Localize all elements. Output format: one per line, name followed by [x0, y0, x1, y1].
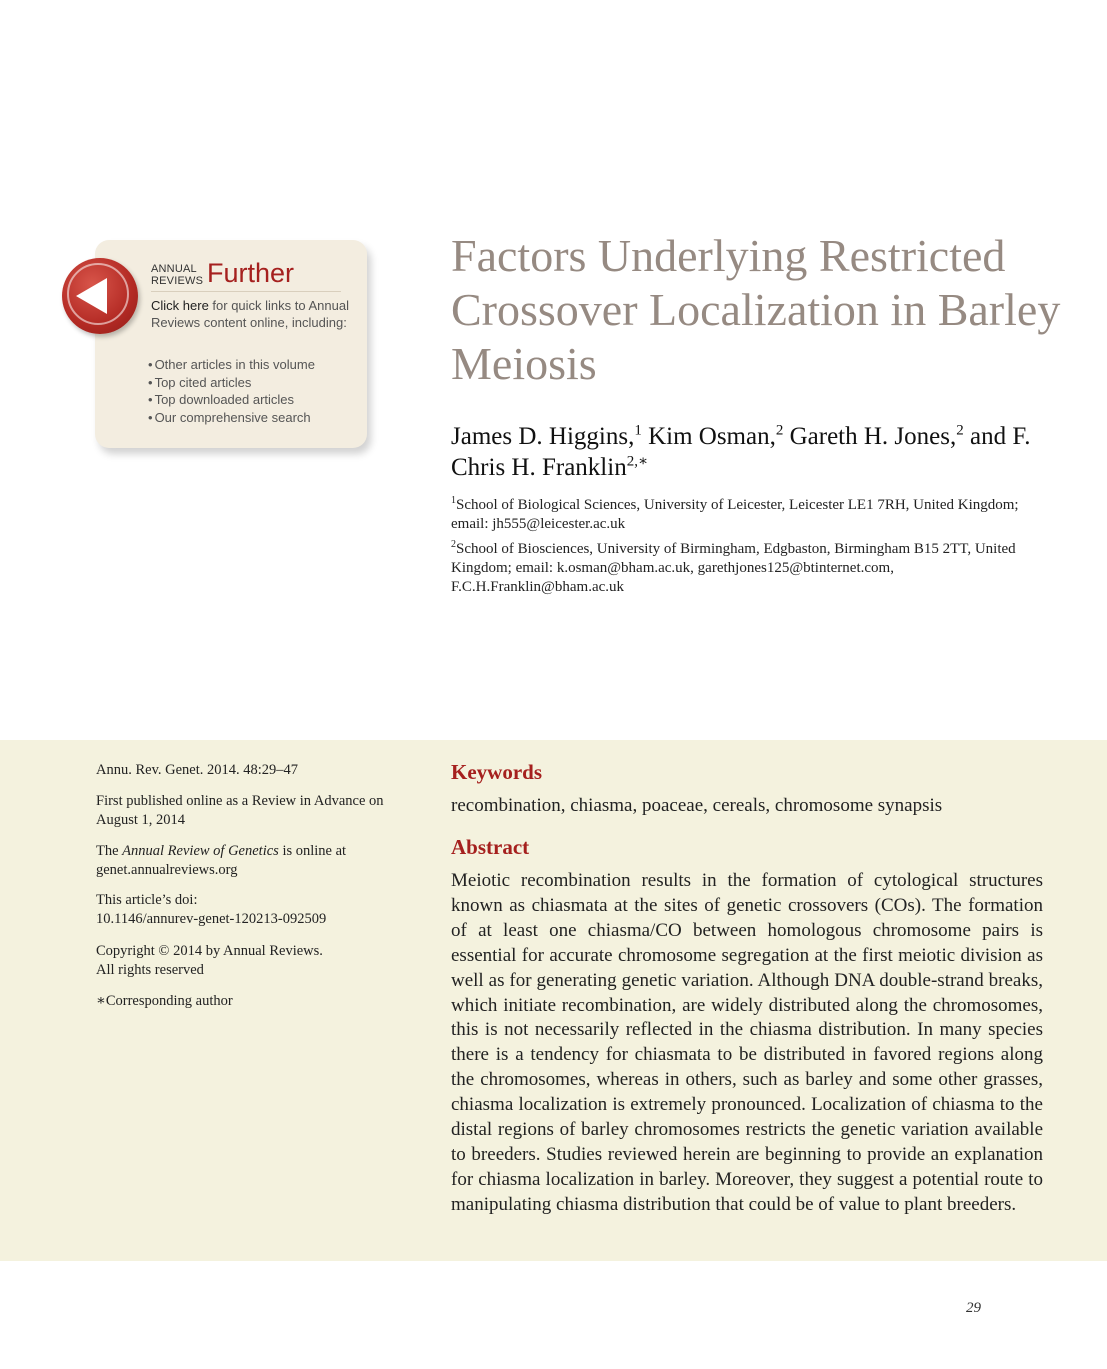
author-name: Kim Osman,	[641, 423, 776, 450]
further-link[interactable]: • Top cited articles	[148, 374, 315, 392]
abstract-heading: Abstract	[451, 835, 530, 859]
copyright: Copyright © 2014 by Annual Reviews.	[96, 943, 323, 959]
doi-value[interactable]: 10.1146/annurev-genet-120213-092509	[96, 910, 327, 927]
further-link[interactable]: • Top downloaded articles	[148, 391, 315, 409]
citation: Annu. Rev. Genet. 2014. 48:29–47	[96, 762, 299, 778]
keywords-heading: Keywords	[451, 760, 542, 784]
first-published: First published online as a Review in Advance on August 1, 2014	[96, 793, 384, 828]
doi-label: This article’s doi:	[96, 892, 198, 908]
author-affiliation-mark: 2,∗	[626, 453, 649, 470]
journal-name: Annual Review of Genetics	[122, 843, 279, 859]
further-title: Further	[207, 258, 295, 288]
reviews-label: REVIEWS	[151, 275, 204, 287]
author-affiliation-mark: 2	[775, 422, 784, 439]
affiliation	[451, 496, 1051, 534]
rights: All rights reserved	[96, 961, 204, 978]
affiliation-mark: 2	[451, 539, 456, 550]
author-affiliation-mark: 2	[956, 422, 964, 439]
author-affiliation-mark: 1	[634, 422, 642, 439]
author-list	[451, 421, 1071, 483]
annual-label: ANNUAL	[151, 263, 197, 275]
author-name: Gareth H. Jones,	[783, 423, 957, 450]
online-prefix: The	[96, 843, 123, 859]
further-intro	[151, 297, 351, 331]
page-number: 29	[966, 1300, 981, 1316]
copyright-info	[96, 942, 416, 979]
click-here-link[interactable]: Click here	[151, 298, 209, 313]
further-links	[148, 356, 315, 426]
author-name: James D. Higgins,	[451, 423, 635, 450]
further-header	[151, 258, 341, 292]
affiliation-text: School of Biological Sciences, University of Leicester, Leicester LE1 7RH, United Kingdom; email: jh555@leicester.ac.uk	[451, 497, 1019, 532]
corresponding-author: ∗Corresponding author	[96, 993, 233, 1009]
further-link[interactable]: • Our comprehensive search	[148, 409, 315, 427]
online-info	[96, 842, 416, 879]
author-name: and F. Chris H. Franklin	[451, 423, 1031, 481]
online-suffix: is online at genet.annualreviews.org	[96, 843, 347, 878]
affiliation-mark: 1	[451, 495, 456, 506]
abstract-text: Meiotic recombination results in the formation of cytological structures known as chiasmata at the sites of genetic crossovers (COs). The formation of at least one chiasma/CO between homologous chromosome pairs is essential for accurate chromosome segregation at the first meiotic division as well as for generating genetic variation. Although DNA double-strand breaks, which initiate recombination, are widely distributed along the chromosomes, this is not necessarily reflected in the chiasma distribution. In many species there is a tendency for chiasmata to be distributed in favored regions along the chromosomes, whereas in others, such as barley and some other grasses, chiasma localization is extremely pronounced. Localization of chiasma to the distal regions of barley chromosomes restricts the genetic variation available to breeders. Studies reviewed herein are beginning to provide an explanation for chiasma localization in barley. Moreover, they suggest a potential route to manipulating chiasma distribution that could be of value to plant breeders.	[451, 870, 1043, 1215]
keywords-text: recombination, chiasma, poaceae, cereals, chromosome synapsis	[451, 795, 943, 816]
back-arrow-icon[interactable]	[62, 258, 138, 334]
further-link[interactable]: • Other articles in this volume	[148, 356, 315, 374]
doi-info	[96, 891, 416, 928]
affiliation-text: School of Biosciences, University of Birmingham, Edgbaston, Birmingham B15 2TT, United Kingdom; email: k.osman@bham.ac.uk, garethjones125@btinternet.com, F.C.H.Franklin@bham.ac.uk	[451, 541, 1016, 595]
further-intro-text: for quick links to Annual Reviews content online, including:	[151, 298, 349, 330]
affiliation	[451, 540, 1051, 597]
article-title: Factors Underlying Restricted Crossover Localization in Barley Meiosis	[451, 230, 1061, 389]
